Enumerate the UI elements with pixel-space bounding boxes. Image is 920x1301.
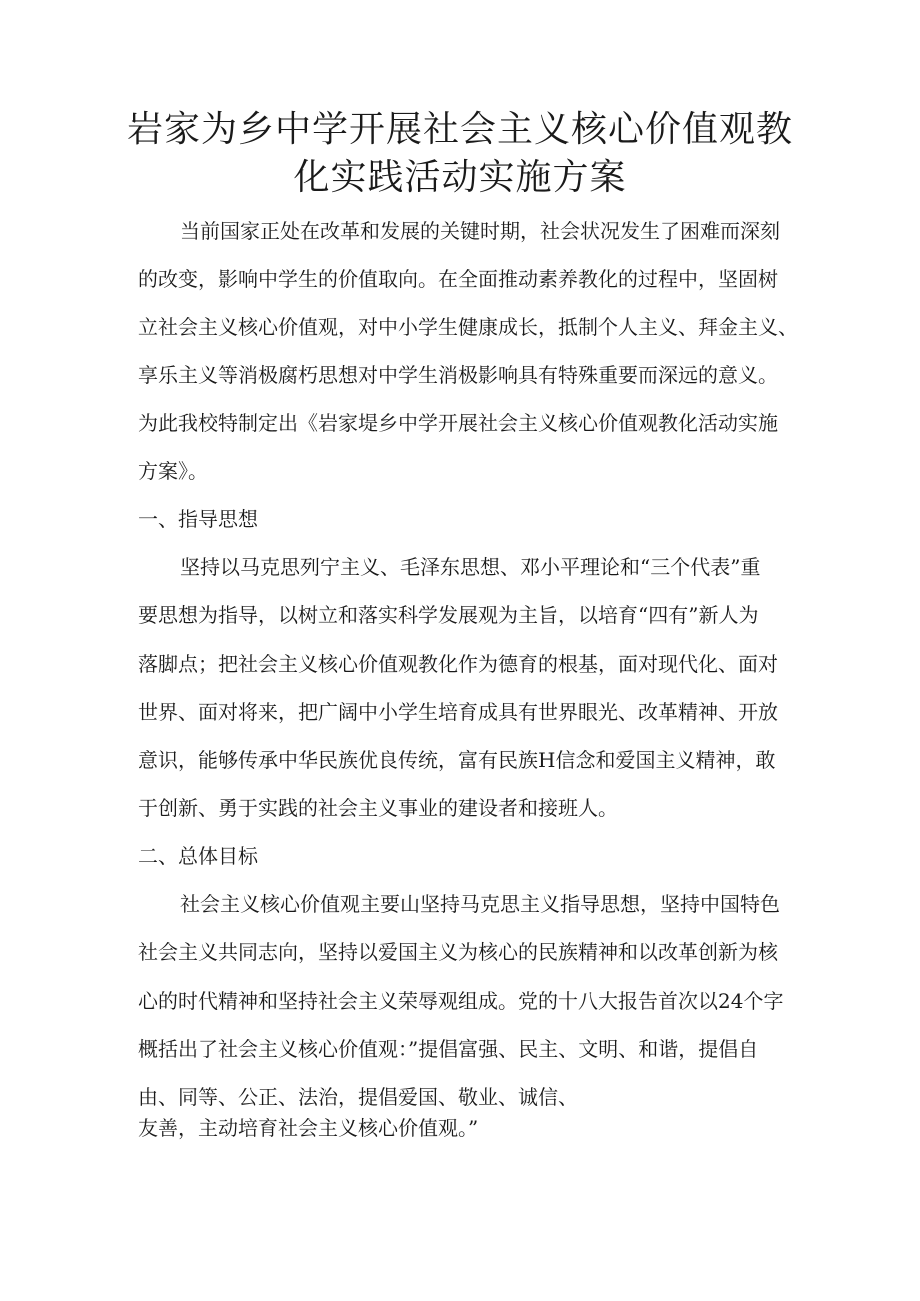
- section-2-line-2: 社会主义共同志向，坚持以爱国主义为核心的民族精神和以改革创新为核: [138, 940, 778, 964]
- intro-line-4: 享乐主义等消极腐朽思想对中学生消极影响具有特殊重要而深远的意义。: [138, 363, 778, 387]
- intro-line-1: 当前国家正处在改革和发展的关键时期，社会状况发生了困难而深刻: [180, 219, 780, 243]
- intro-line-6: 方案》。: [138, 459, 208, 483]
- section-1-line-4: 世界、面对将来，把广阔中小学生培育成具有世界眼光、改革精神、开放: [138, 700, 778, 724]
- section-1-line-6: 于创新、勇于实践的社会主义事业的建设者和接班人。: [138, 796, 618, 820]
- section-1-heading: 一、指导思想: [138, 507, 258, 531]
- section-2-line-1: 社会主义核心价值观主要山坚持马克思主义指导思想，坚持中国特色: [180, 892, 780, 916]
- document-title-line-1: 岩家为乡中学开展社会主义核心价值观教: [126, 109, 793, 150]
- section-2-line-6: 友善，主动培育社会主义核心价值观。”: [138, 1116, 479, 1140]
- section-1-line-5: 意识，能够传承中华民族优良传统，富有民族H信念和爱国主义精神，敢: [138, 748, 776, 772]
- document-title-line-2: 化实践活动实施方案: [293, 157, 627, 198]
- section-2-line-4: 概括出了社会主义核心价值观：”提倡富强、民主、文明、和谐，提倡自: [138, 1037, 759, 1061]
- intro-line-3: 立社会主义核心价值观，对中小学生健康成长，抵制个人主义、拜金主义、: [138, 315, 798, 339]
- section-2-line-5: 由、同等、公正、法治，提倡爱国、敬业、诚信、: [138, 1085, 578, 1109]
- section-2-line-3: 心的时代精神和坚持社会主义荣辱观组成。党的十八大报告首次以24个字: [138, 989, 784, 1013]
- intro-line-5: 为此我校特制定出《岩家堤乡中学开展社会主义核心价值观教化活动实施: [138, 411, 778, 435]
- section-1-line-3: 落脚点；把社会主义核心价值观教化作为德育的根基，面对现代化、面对: [138, 652, 778, 676]
- intro-line-2: 的改变，影响中学生的价值取向。在全面推动素养教化的过程中，坚固树: [138, 267, 778, 291]
- section-2-heading: 二、总体目标: [138, 844, 258, 868]
- section-1-line-1: 坚持以马克思列宁主义、毛泽东思想、邓小平理论和“三个代表”重: [180, 555, 761, 579]
- section-1-line-2: 要思想为指导，以树立和落实科学发展观为主旨，以培育“四有”新人为: [138, 603, 759, 627]
